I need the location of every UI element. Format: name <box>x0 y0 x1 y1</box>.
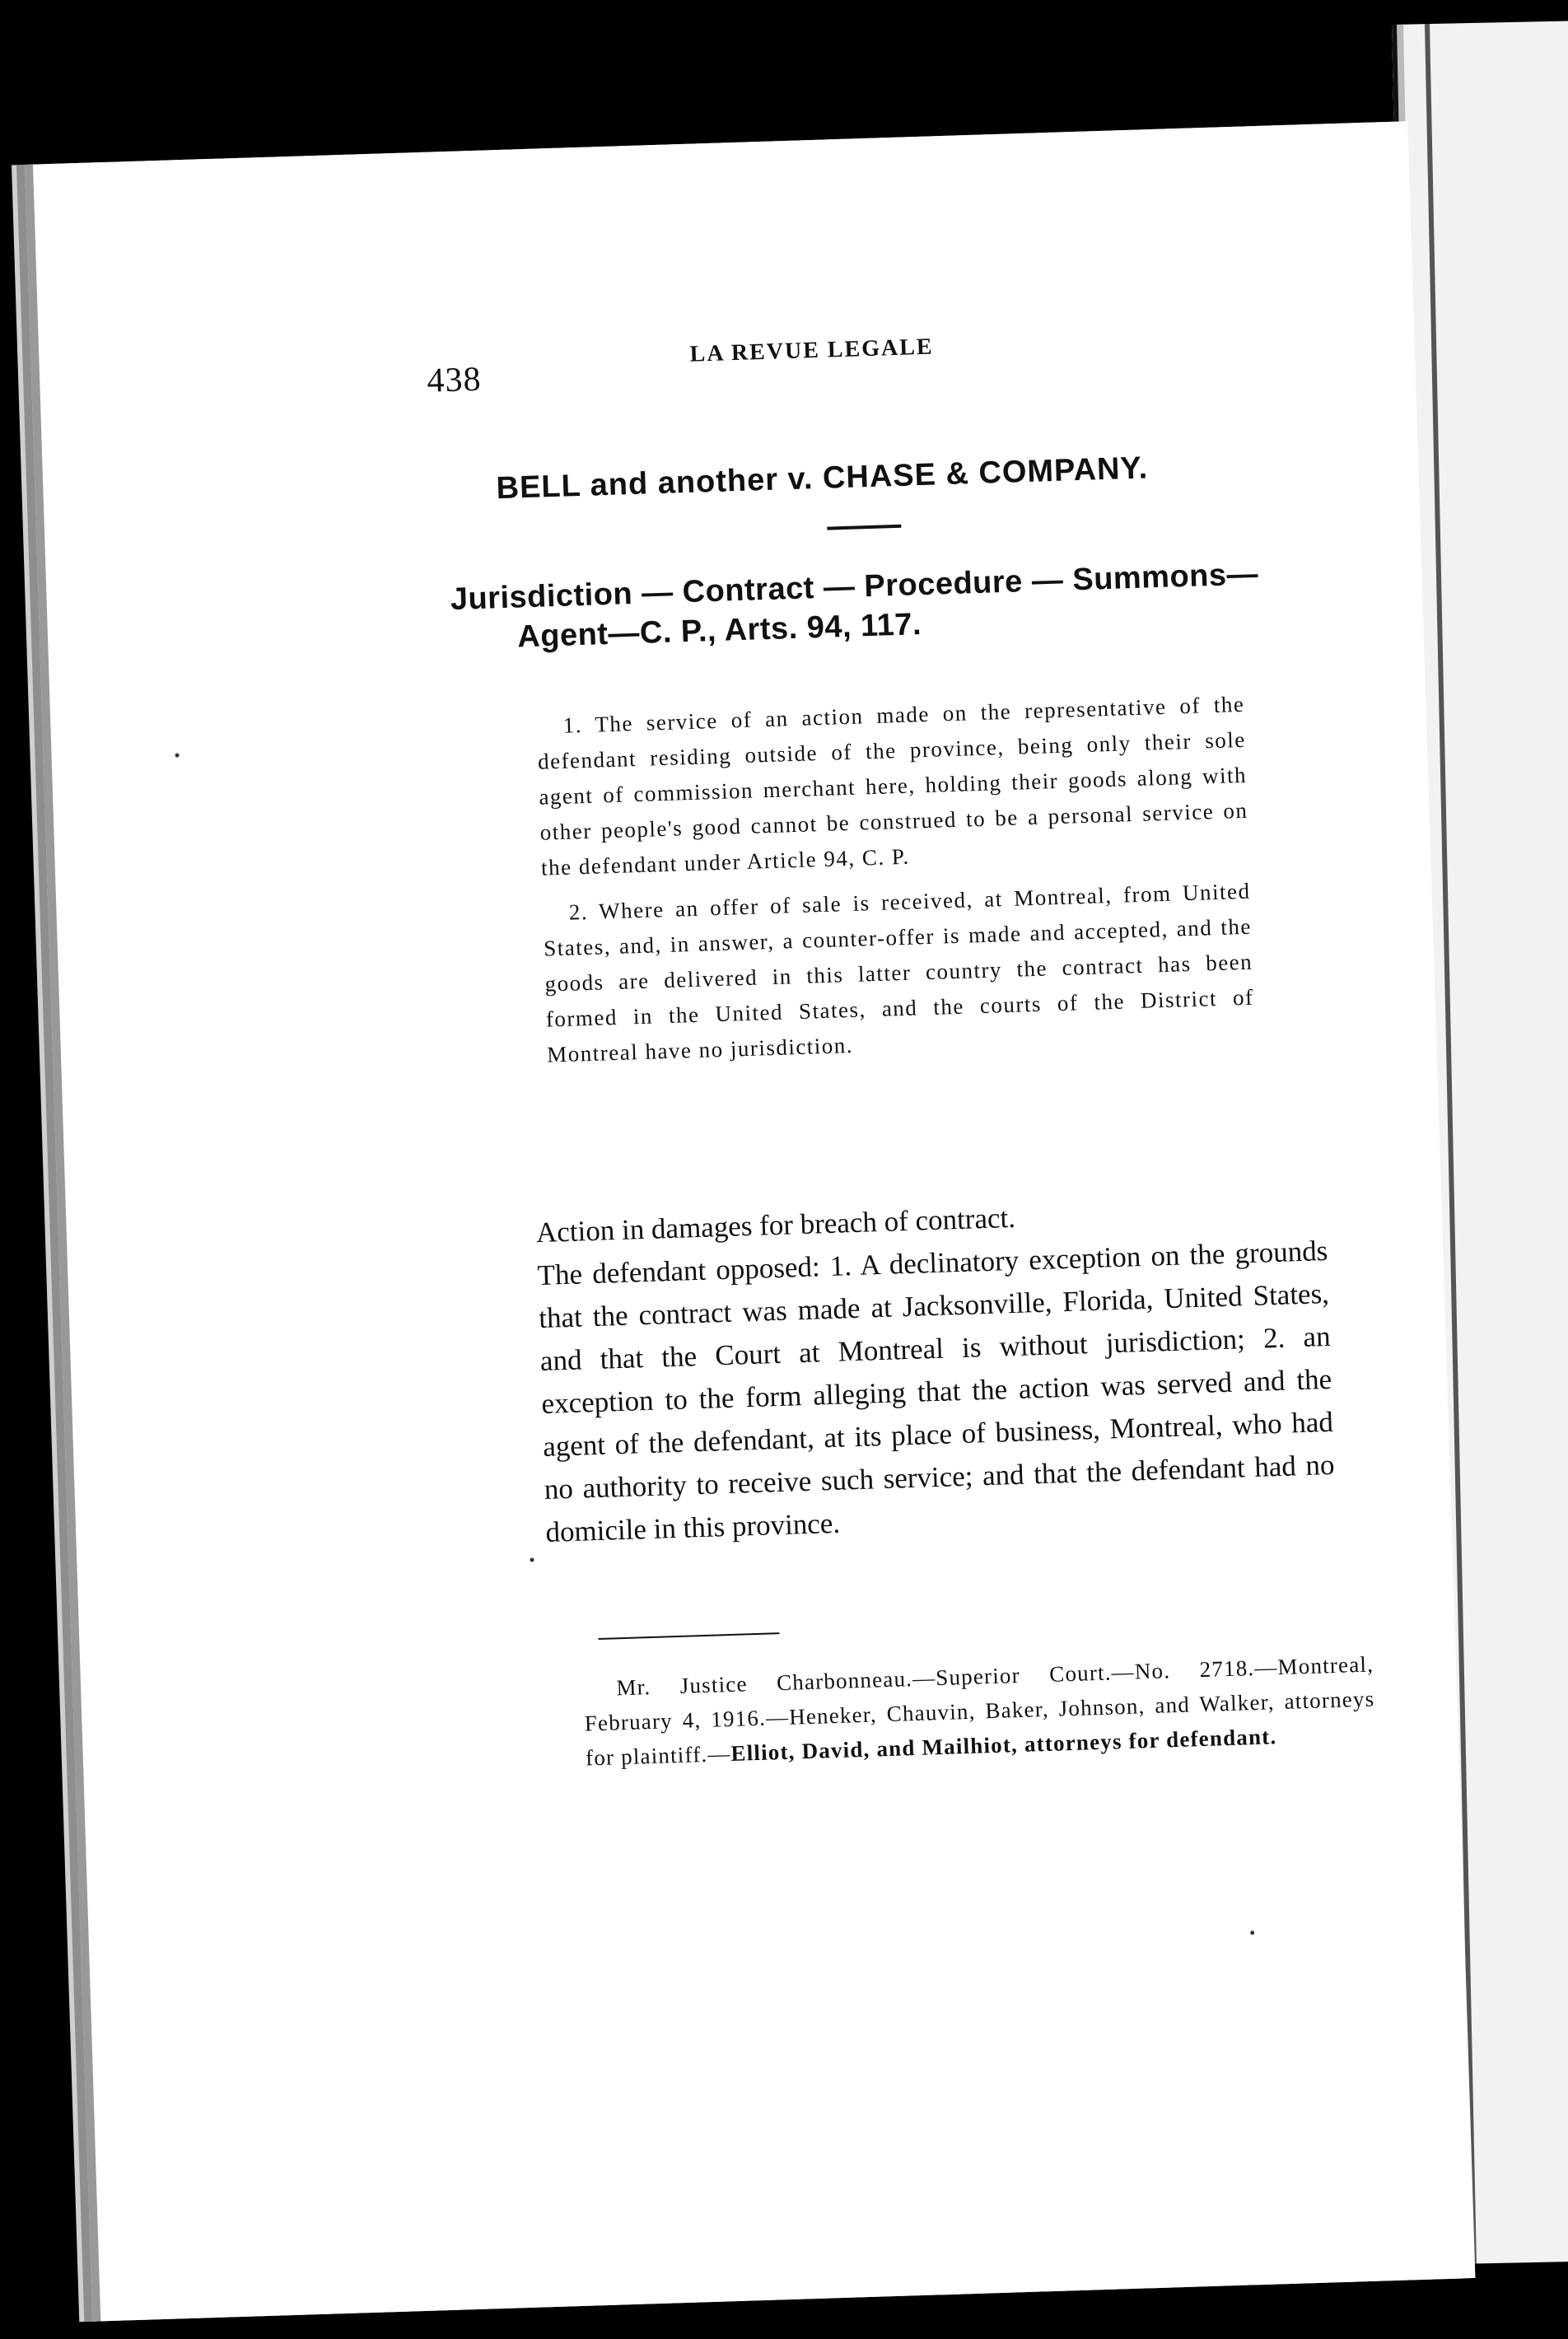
headnote-title <box>450 554 1276 659</box>
running-head <box>426 326 1185 408</box>
scan-speck <box>1250 1930 1254 1935</box>
book-page <box>25 121 1475 2321</box>
syllabus <box>536 687 1256 1083</box>
page-edge <box>25 165 100 2322</box>
body-paragraph-1: Action in damages for breach of contract. <box>535 1201 1016 1249</box>
footnote-rule <box>599 1632 780 1640</box>
body-text <box>535 1187 1337 1554</box>
body-paragraph-2: The defendant opposed: 1. A declinatory exception on the grounds that the contract was made at Jacksonville, Florida, United States, and that the Court at Montreal is without jurisdiction; 2. an exception to the form alleging that the action was served and the agent of the defendant, at its place of business, Montreal, who had no authority to receive such service; and that the defendant had no domicile in this province. <box>537 1234 1335 1548</box>
headnote-title-line-1: Jurisdiction — Contract — Procedure — Summons— <box>450 557 1259 618</box>
footnote-text: Mr. Justice Charbonneau.—Superior Court.—No. 2718.—Montreal, February 4, 1916.—Heneker, Chauvin, Baker, Johnson, and Walker, attorneys for plaintiff.— <box>584 1651 1375 1771</box>
scan-speck <box>530 1557 534 1562</box>
case-title: BELL and another v. CHASE & COMPANY. <box>495 451 1149 507</box>
title-rule <box>827 525 901 530</box>
page-number: 438 <box>426 360 483 400</box>
footnote-paragraph <box>583 1646 1376 1775</box>
footnote-defendant-attorneys: Elliot, David, and Mailhiot, attorneys for defendant. <box>730 1724 1277 1767</box>
syllabus-point-1: 1. The service of an action made on the representative of the defendant residing outside of the province, being only their sole agent of commission merchant here, holding their goods along with other people's good cannot be construed to be a personal service on the defendant under Article 94, C. P. <box>537 691 1248 880</box>
journal-name: LA REVUE LEGALE <box>689 334 935 367</box>
headnote-title-line-2: Agent—C. P., Arts. 94, 117. <box>516 607 922 655</box>
scan-speck <box>175 753 180 757</box>
footnote <box>583 1646 1376 1775</box>
syllabus-point-2: 2. Where an offer of sale is received, at Montreal, from United States, and, in answer, a counter-offer is made and accepted, and the goods are delivered in this latter country the contract has been formed in the United States, and the courts of the District of Montreal have no jurisdiction. <box>543 878 1254 1067</box>
